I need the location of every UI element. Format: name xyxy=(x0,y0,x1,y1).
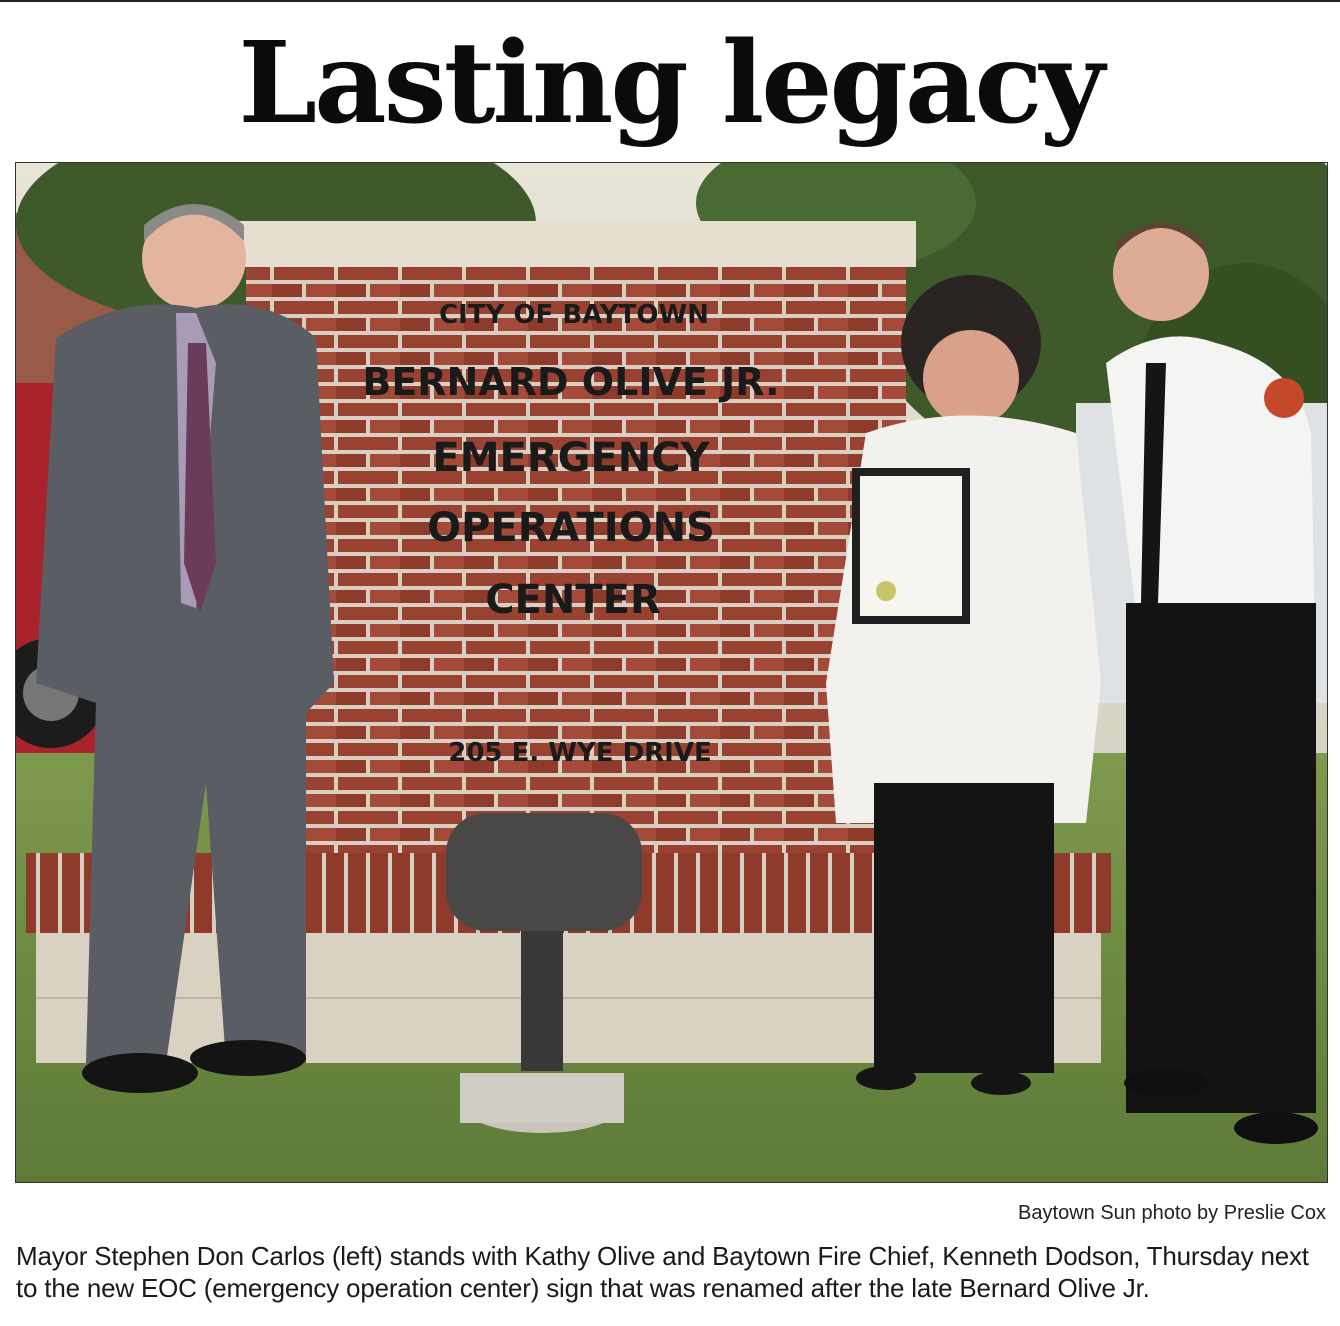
sign-line-address: 205 E. WYE DRIVE xyxy=(448,738,712,768)
sign-line-city: CITY OF BAYTOWN xyxy=(439,300,709,330)
photo-credit: Baytown Sun photo by Preslie Cox xyxy=(1018,1202,1326,1224)
top-rule xyxy=(0,0,1340,2)
headline: Lasting legacy xyxy=(238,18,1102,149)
sign-line-name: BERNARD OLIVE JR. xyxy=(362,360,780,404)
news-photo xyxy=(15,162,1328,1183)
sign-line-center: CENTER xyxy=(485,577,661,623)
sign-line-emergency: EMERGENCY xyxy=(432,435,710,481)
photo-caption: Mayor Stephen Don Carlos (left) stands with Kathy Olive and Baytown Fire Chief, Kenneth Dodson, Thursday next to the new EOC (emergency operation center) sign that was renamed after the late Bernard Olive Jr. xyxy=(16,1241,1309,1303)
sign-line-operations: OPERATIONS xyxy=(427,505,715,551)
